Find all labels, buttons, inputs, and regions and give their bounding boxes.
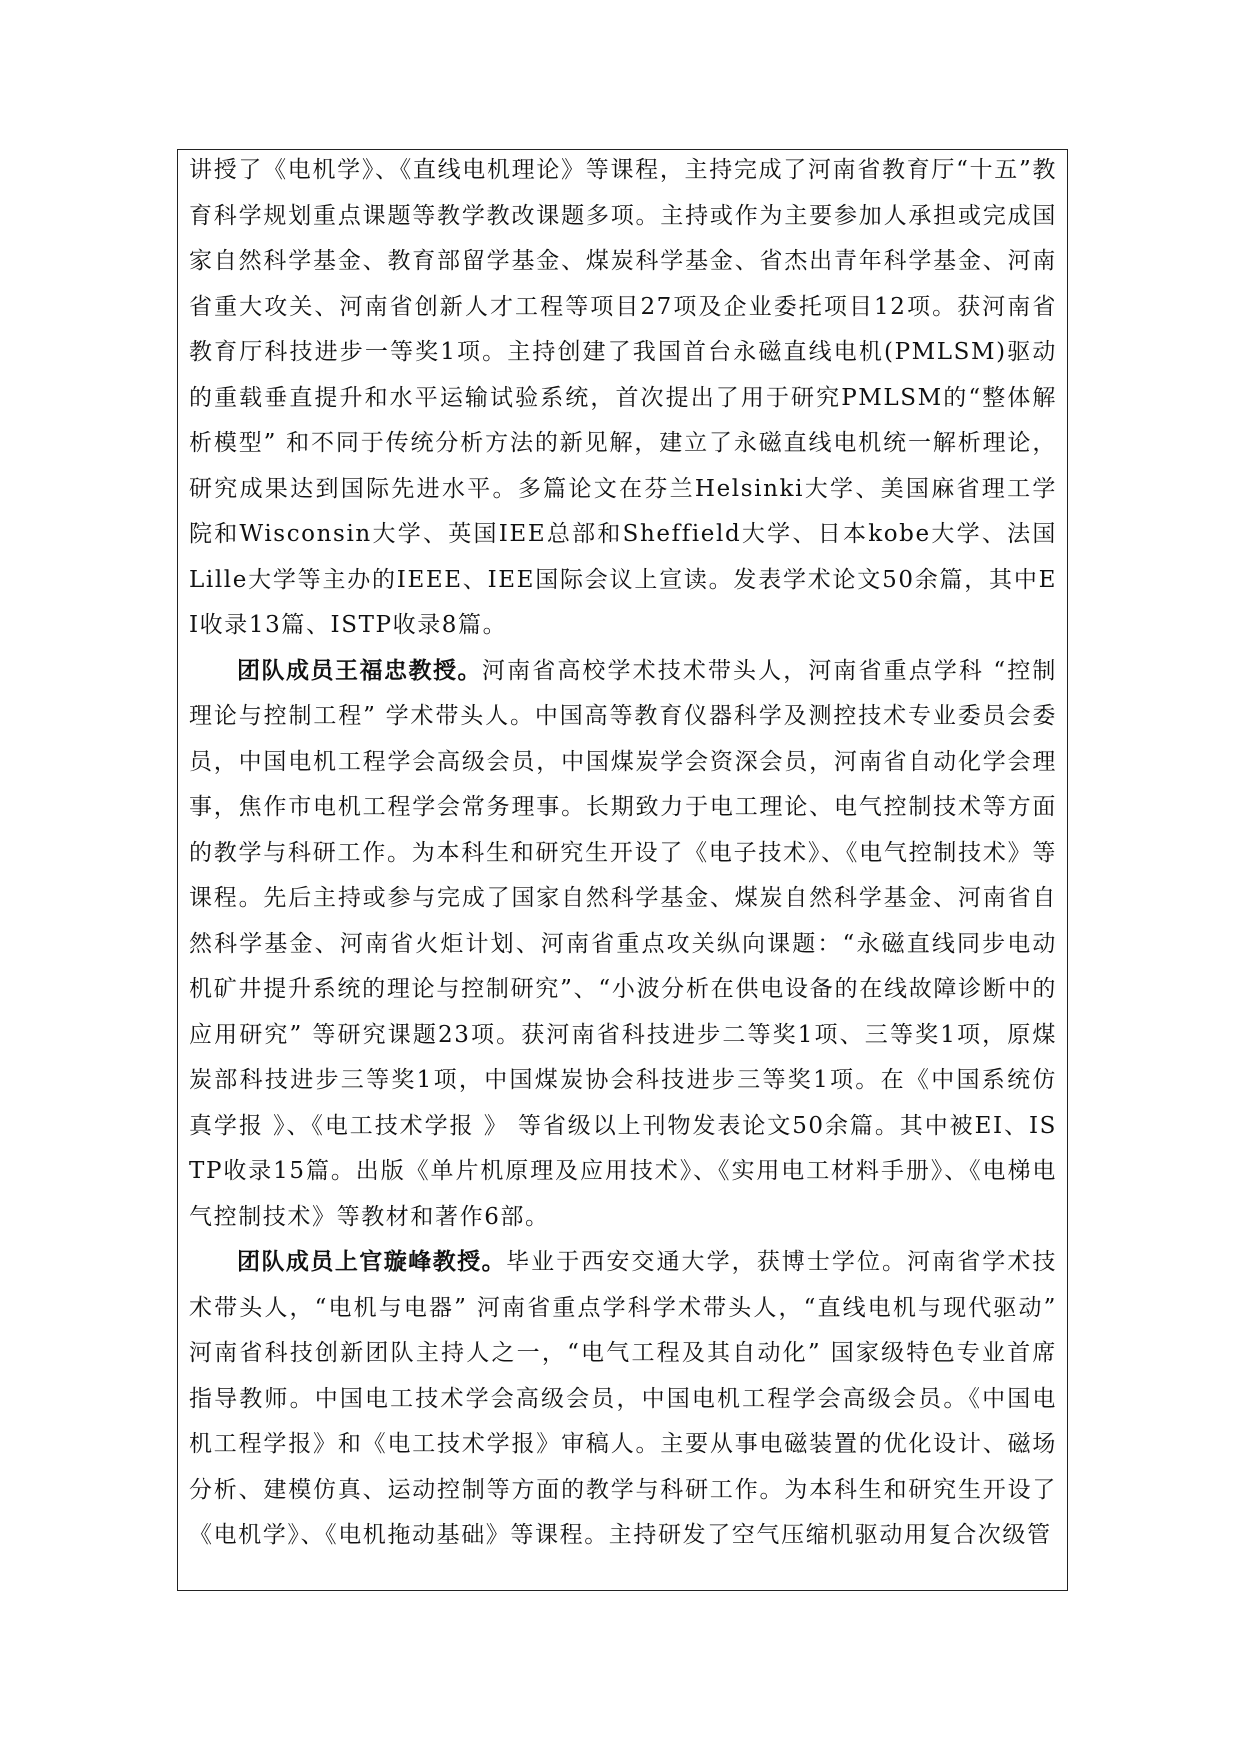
paragraph-text: 毕业于西安交通大学，获博士学位。河南省学术技术带头人，“电机与电器” 河南省重点学科学术带头人，“直线电机与现代驱动” 河南省科技创新团队主持人之一，“电气工程及其自动化” 国家级特色专业首席指导教师。中国电工技术学会高级会员，中国电机工程学会高级会员。《中国电机工程学报》和《电工技术学报》审稿人。主要从事电磁装置的优化设计、磁场分析、建模仿真、运动控制等方面的教学与科研工作。为本科生和研究生开设了《电机学》、《电机拖动基础》等课程。主持研发了空气压缩机驱动用复合次级管 [189,1249,1058,1548]
document-body [189,148,1057,1559]
paragraph-wang-fuzhong [189,649,1057,1241]
paragraph-lead: 团队成员上官璇峰教授。 [237,1249,507,1275]
paragraph-shangguan-xuanfeng [189,1240,1057,1559]
paragraph-text: 河南省高校学术技术带头人，河南省重点学科 “控制理论与控制工程” 学术带头人。中国高等教育仪器科学及测控技术专业委员会委员，中国电机工程学会高级会员，中国煤炭学会资深会员，河南省自动化学会理事，焦作市电机工程学会常务理事。长期致力于电工理论、电气控制技术等方面的教学与科研工作。为本科生和研究生开设了《电子技术》、《电气控制技术》等课程。先后主持或参与完成了国家自然科学基金、煤炭自然科学基金、河南省自然科学基金、河南省火炬计划、河南省重点攻关纵向课题：“永磁直线同步电动机矿井提升系统的理论与控制研究”、“小波分析在供电设备的在线故障诊断中的应用研究” 等研究课题23项。获河南省科技进步二等奖1项、三等奖1项，原煤炭部科技进步三等奖1项，中国煤炭协会科技进步三等奖1项。在《中国系统仿真学报 》、《电工技术学报 》 等省级以上刊物发表论文50余篇。其中被EI、ISTP收录15篇。出版《单片机原理及应用技术》、《实用电工材料手册》、《电梯电气控制技术》等教材和著作6部。 [189,657,1057,1230]
paragraph-lin-intro-continued [189,148,1057,649]
paragraph-lead: 团队成员王福忠教授。 [237,657,483,684]
paragraph-text: 讲授了《电机学》、《直线电机理论》等课程，主持完成了河南省教育厅“十五”教育科学规划重点课题等教学教改课题多项。主持或作为主要参加人承担或完成国家自然科学基金、教育部留学基金、煤炭科学基金、省杰出青年科学基金、河南省重大攻关、河南省创新人才工程等项目27项及企业委托项目12项。获河南省教育厅科技进步一等奖1项。主持创建了我国首台永磁直线电机(PMLSM)驱动的重载垂直提升和水平运输试验系统，首次提出了用于研究PMLSM的“整体解析模型” 和不同于传统分析方法的新见解，建立了永磁直线电机统一解析理论，研究成果达到国际先进水平。多篇论文在芬兰Helsinki大学、美国麻省理工学院和Wisconsin大学、英国IEE总部和Sheffield大学、日本kobe大学、法国Lille大学等主办的IEEE、IEE国际会议上宣读。发表学术论文50余篇，其中EI收录13篇、ISTP收录8篇。 [189,157,1057,638]
